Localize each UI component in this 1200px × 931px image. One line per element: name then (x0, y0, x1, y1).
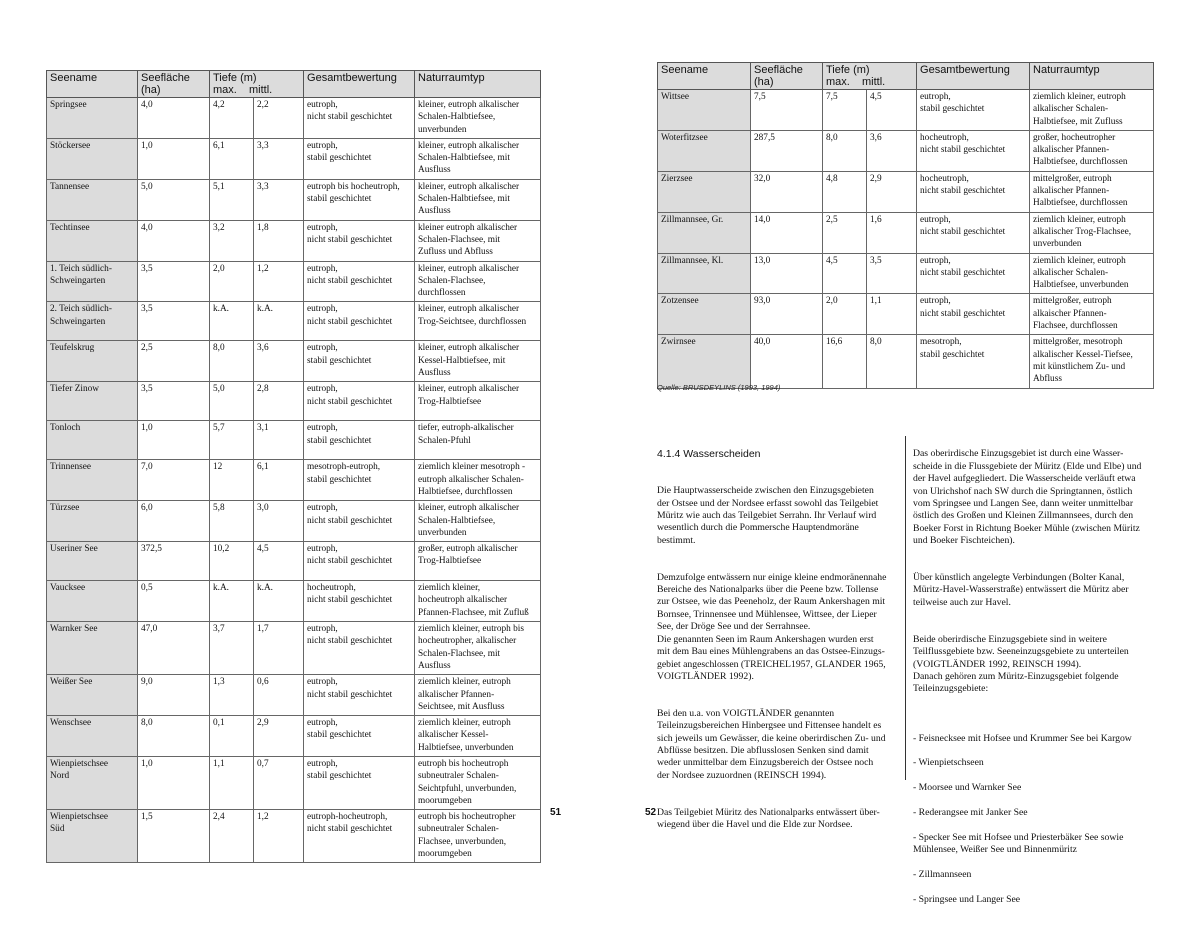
cell-type: ziemlich kleiner, eutroph alkalischer Pfannen- Seichtsee, mit Ausfluss (415, 675, 541, 716)
cell-name: Tiefer Zinow (47, 382, 138, 421)
table-row (47, 756, 541, 809)
cell-rating: eutroph, nicht stabil geschichtet (917, 253, 1030, 294)
cell-area: 4,0 (138, 220, 210, 261)
cell-max: 5,8 (210, 501, 254, 542)
table-row (47, 220, 541, 261)
cell-rating: eutroph, nicht stabil geschichtet (304, 542, 415, 581)
header-seename: Seename (47, 71, 138, 98)
cell-max: 3,7 (210, 622, 254, 675)
cell-name: Zwirnsee (658, 335, 751, 388)
cell-rating: eutroph-hocheutroph, nicht stabil geschichtet (304, 810, 415, 863)
cell-name: Wenschsee (47, 716, 138, 757)
cell-area: 13,0 (751, 253, 823, 294)
table-row (47, 138, 541, 179)
cell-type: kleiner, eutroph alkalischer Trog-Halbtiefsee (415, 382, 541, 421)
cell-mean: 0,6 (254, 675, 304, 716)
text-column-left (657, 436, 902, 856)
table-row (47, 460, 541, 501)
cell-rating: mesotroph-eutroph, stabil geschichtet (304, 460, 415, 501)
cell-rating: eutroph, stabil geschichtet (304, 756, 415, 809)
list-item: - Zillmannseen (913, 869, 972, 880)
table-row (47, 716, 541, 757)
cell-type: ziemlich kleiner, eutroph alkalischer Schalen- Halbtiefsee, unverbunden (1030, 253, 1154, 294)
cell-area: 1,5 (138, 810, 210, 863)
cell-max: 2,4 (210, 810, 254, 863)
cell-type: mittelgroßer, eutroph alkaischer Pfannen- Flachsee, durchflossen (1030, 294, 1154, 335)
cell-name: Wienpietschsee Süd (47, 810, 138, 863)
cell-rating: hocheutroph, nicht stabil geschichtet (917, 130, 1030, 171)
cell-area: 7,5 (751, 90, 823, 131)
right-page (600, 0, 1200, 905)
cell-area: 2,5 (138, 341, 210, 382)
header-gesamtbewertung: Gesamtbewertung (304, 71, 415, 98)
header-tiefe-max: max. (213, 84, 237, 96)
cell-name: Stöckersee (47, 138, 138, 179)
paragraph: Das oberirdische Einzugsgebiet ist durch eine Wasser- scheide in die Flussgebiete der Müritz (Elde und Elbe) und der Havel aufgegliedert. Die Wasserscheide verläuft etwa von Ulrichshof nach SW durch die Springtannen, östlich vom Springsee und Langen See, dann weiter unmittelbar östlich des Großen und Kleinen Zillmannsees, durch den Boeker Forst in Richtung Boeker Mühle (zwischen Müritz und Boeker Fischteichen). (913, 448, 1142, 547)
cell-type: kleiner, eutroph alkalischer Schalen-Halbtiefsee, unverbunden (415, 501, 541, 542)
cell-area: 1,0 (138, 421, 210, 460)
cell-max: 2,5 (823, 212, 867, 253)
cell-mean: k.A. (254, 581, 304, 622)
text-column-right (913, 436, 1163, 931)
cell-max: 16,6 (823, 335, 867, 388)
cell-type: ziemlich kleiner, eutroph alkalischer Kessel- Halbtiefsee, unverbunden (415, 716, 541, 757)
cell-type: ziemlich kleiner, hocheutroph alkalischer Pfannen-Flachsee, mit Zufluß (415, 581, 541, 622)
cell-area: 1,0 (138, 756, 210, 809)
table-row (47, 810, 541, 863)
header-tiefe-max: max. (826, 76, 850, 88)
list-item: - Moorsee und Warnker See (913, 782, 1022, 794)
cell-max: 10,2 (210, 542, 254, 581)
cell-max: 12 (210, 460, 254, 501)
cell-mean: 3,1 (254, 421, 304, 460)
cell-mean: 2,2 (254, 98, 304, 139)
cell-max: k.A. (210, 302, 254, 341)
list-item: - Rederangsee mit Janker See (913, 806, 1028, 818)
cell-mean: 2,9 (254, 716, 304, 757)
table-row (47, 421, 541, 460)
cell-rating: eutroph, stabil geschichtet (304, 138, 415, 179)
cell-max: 8,0 (210, 341, 254, 382)
table-row (658, 90, 1154, 131)
cell-rating: eutroph, stabil geschichtet (304, 341, 415, 382)
table-row (47, 501, 541, 542)
cell-mean: 1,2 (254, 261, 304, 302)
table-row (47, 179, 541, 220)
table-row (658, 294, 1154, 335)
cell-rating: hocheutroph, nicht stabil geschichtet (304, 581, 415, 622)
cell-type: eutroph bis hocheutroph subneutraler Schalen- Seichtpfuhl, unverbunden, moorumgeben (415, 756, 541, 809)
header-naturraumtyp: Naturraumtyp (415, 71, 541, 98)
table-row (47, 675, 541, 716)
cell-type: kleiner, eutroph alkalischer Schalen-Halbtiefsee, mit Ausfluss (415, 179, 541, 220)
lake-table-left-body (47, 98, 541, 863)
source-note: Quelle: BRUSDEYLINS (1993, 1994) (657, 383, 781, 392)
cell-type: großer, hocheutropher alkalischer Pfannen- Halbtiefsee, durchflossen (1030, 130, 1154, 171)
cell-area: 40,0 (751, 335, 823, 388)
cell-mean: 3,5 (867, 253, 917, 294)
table-row (47, 542, 541, 581)
header-seeflaeche: Seefläche (ha) (751, 63, 823, 90)
header-seeflaeche: Seefläche (ha) (138, 71, 210, 98)
cell-mean: 4,5 (867, 90, 917, 131)
cell-type: tiefer, eutroph-alkalischer Schalen-Pfuhl (415, 421, 541, 460)
cell-type: ziemlich kleiner mesotroph - eutroph alkalischer Schalen- Halbtiefsee, durchflossen (415, 460, 541, 501)
table-row (658, 130, 1154, 171)
cell-area: 47,0 (138, 622, 210, 675)
paragraph: Beide oberirdische Einzugsgebiete sind in weitere Teilflussgebiete bzw. Seeneinzugsgebiete zu unterteilen (VOIGTLÄNDER 1992, REINSCH 1994). Danach gehören zum Müritz-Einzugsgebiet folgende Teileinzugsgebiete: (913, 633, 1129, 695)
header-tiefe-mittl: mittl. (862, 76, 886, 88)
paragraph: Bei den u.a. von VOIGTLÄNDER genannten Teileinzugsbereichen Hinbergsee und Fittensee handelt es sich jeweils um Gewässer, die keine oberirdischen Zu- und Abflüsse besitzen. Die abflusslosen Senken sind damit weder unmittelbar dem Einzugsbereich der Ostsee noch der Nordsee zuzuordnen (REINSCH 1994). (657, 707, 886, 781)
cell-mean: k.A. (254, 302, 304, 341)
cell-area: 4,0 (138, 98, 210, 139)
table-header-row (47, 71, 541, 98)
table-row (658, 253, 1154, 294)
cell-area: 372,5 (138, 542, 210, 581)
cell-max: 2,0 (823, 294, 867, 335)
cell-mean: 1,6 (867, 212, 917, 253)
cell-max: 8,0 (823, 130, 867, 171)
cell-type: kleiner, eutroph alkalischer Trog-Seichtsee, durchflossen (415, 302, 541, 341)
cell-type: ziemlich kleiner, eutroph bis hocheutropher, alkalischer Schalen-Flachsee, mit Ausfluss (415, 622, 541, 675)
table-row (47, 341, 541, 382)
cell-name: 2. Teich südlich- Schweingarten (47, 302, 138, 341)
cell-rating: eutroph, stabil geschichtet (304, 716, 415, 757)
cell-name: Zillmannsee, Gr. (658, 212, 751, 253)
cell-area: 287,5 (751, 130, 823, 171)
list-item: - Feisnecksee mit Hofsee und Krummer See bei Kargow (913, 732, 1132, 744)
header-seename: Seename (658, 63, 751, 90)
cell-type: kleiner, eutroph alkalischer Kessel-Halbtiefsee, mit Ausfluss (415, 341, 541, 382)
lake-table-right (657, 62, 1154, 389)
paragraph: Demzufolge entwässern nur einige kleine endmoränennahe Bereiche des Nationalparks über die Peene bzw. Tollense zur Ostsee, wie das Peeneholz, der Raum Ankershagen mit Bornsee, Trinnensee und Mühlensee, Wittsee, der Lieper See, der Dröge See und der Serrahnsee. Die genannten Seen im Raum Ankershagen wurden erst mit dem Bau eines Mühlengrabens an das Ostsee-Einzugs- gebiet angeschlossen (TREICHEL1957, GLANDER 1965, VOIGTLÄNDER 1992). (657, 571, 887, 682)
table-row (658, 171, 1154, 212)
cell-area: 93,0 (751, 294, 823, 335)
cell-name: Teufelskrug (47, 341, 138, 382)
list-item: - Specker See mit Hofsee und Priesterbäker See sowie Mühlensee, Weißer See und Binnenmüritz (913, 831, 1124, 856)
cell-rating: eutroph, nicht stabil geschichtet (304, 501, 415, 542)
cell-mean: 0,7 (254, 756, 304, 809)
cell-mean: 3,6 (867, 130, 917, 171)
column-divider (905, 436, 906, 780)
list-item: - Springsee und Langer See (913, 893, 1021, 905)
cell-mean: 2,8 (254, 382, 304, 421)
cell-area: 6,0 (138, 501, 210, 542)
table-row (47, 622, 541, 675)
cell-name: Wienpietschsee Nord (47, 756, 138, 809)
paragraph: Die Hauptwasserscheide zwischen den Einzugsgebieten der Ostsee und der Nordsee erfasst sowohl das Teilgebiet Müritz wie auch das Teilgebiet Serrahn. Ihr Verlauf wird wesentlich durch die Pommersche Hauptendmoräne bestimmt. (657, 485, 879, 546)
left-page (0, 0, 600, 860)
cell-name: Zierzsee (658, 171, 751, 212)
cell-name: Springsee (47, 98, 138, 139)
cell-name: Tannensee (47, 179, 138, 220)
cell-area: 1,0 (138, 138, 210, 179)
cell-rating: hocheutroph, nicht stabil geschichtet (917, 171, 1030, 212)
cell-mean: 1,7 (254, 622, 304, 675)
cell-name: Warnker See (47, 622, 138, 675)
header-tiefe-mittl: mittl. (249, 84, 273, 96)
header-gesamtbewertung: Gesamtbewertung (917, 63, 1030, 90)
cell-rating: eutroph, nicht stabil geschichtet (304, 302, 415, 341)
cell-max: k.A. (210, 581, 254, 622)
cell-mean: 6,1 (254, 460, 304, 501)
table-header-row (658, 63, 1154, 90)
header-tiefe-label: Tiefe (m) (213, 72, 257, 84)
cell-rating: eutroph, nicht stabil geschichtet (304, 675, 415, 716)
cell-max: 4,8 (823, 171, 867, 212)
cell-max: 1,1 (210, 756, 254, 809)
cell-mean: 1,8 (254, 220, 304, 261)
cell-rating: eutroph, nicht stabil geschichtet (304, 261, 415, 302)
cell-type: großer, eutroph alkalischer Trog-Halbtiefsee (415, 542, 541, 581)
cell-name: Techtinsee (47, 220, 138, 261)
cell-rating: eutroph, nicht stabil geschichtet (917, 294, 1030, 335)
cell-max: 5,7 (210, 421, 254, 460)
cell-name: Woterfitzsee (658, 130, 751, 171)
cell-rating: eutroph, stabil geschichtet (917, 90, 1030, 131)
cell-name: Zotzensee (658, 294, 751, 335)
cell-area: 5,0 (138, 179, 210, 220)
cell-max: 5,0 (210, 382, 254, 421)
cell-name: Tonloch (47, 421, 138, 460)
paragraph: Das Teilgebiet Müritz des Nationalparks entwässert über- wiegend über die Havel und die Elde zur Nordsee. (657, 806, 880, 830)
cell-area: 9,0 (138, 675, 210, 716)
cell-name: Zillmannsee, Kl. (658, 253, 751, 294)
list-item: - Wienpietschseen (913, 757, 984, 769)
table-row (47, 98, 541, 139)
cell-area: 8,0 (138, 716, 210, 757)
cell-area: 3,5 (138, 302, 210, 341)
cell-rating: eutroph, nicht stabil geschichtet (304, 220, 415, 261)
cell-mean: 3,3 (254, 179, 304, 220)
cell-max: 3,2 (210, 220, 254, 261)
table-row (658, 335, 1154, 388)
cell-mean: 8,0 (867, 335, 917, 388)
table-row (47, 382, 541, 421)
catchment-list (913, 720, 1163, 919)
cell-max: 4,2 (210, 98, 254, 139)
cell-type: kleiner, eutroph alkalischer Schalen-Halbtiefsee, unverbunden (415, 98, 541, 139)
cell-type: kleiner eutroph alkalischer Schalen-Flachsee, mit Zufluss und Abfluss (415, 220, 541, 261)
cell-max: 0,1 (210, 716, 254, 757)
table-row (47, 302, 541, 341)
header-naturraumtyp: Naturraumtyp (1030, 63, 1154, 90)
table-row (658, 212, 1154, 253)
table-row (47, 261, 541, 302)
cell-type: mittelgroßer, mesotroph alkalischer Kessel-Tiefsee, mit künstlichem Zu- und Abfluss (1030, 335, 1154, 388)
lake-table-left (46, 70, 541, 863)
cell-mean: 3,0 (254, 501, 304, 542)
cell-area: 14,0 (751, 212, 823, 253)
cell-type: ziemlich kleiner, eutroph alkalischer Trog-Flachsee, unverbunden (1030, 212, 1154, 253)
cell-rating: eutroph, nicht stabil geschichtet (304, 382, 415, 421)
cell-name: 1. Teich südlich- Schweingarten (47, 261, 138, 302)
cell-max: 2,0 (210, 261, 254, 302)
cell-max: 6,1 (210, 138, 254, 179)
cell-mean: 3,6 (254, 341, 304, 382)
paragraph: Über künstlich angelegte Verbindungen (Bolter Kanal, Müritz-Havel-Wasserstraße) entwässert die Müritz aber teilweise auch zur Havel. (913, 572, 1129, 608)
cell-mean: 1,1 (867, 294, 917, 335)
page-number-left: 51 (550, 807, 562, 818)
cell-area: 0,5 (138, 581, 210, 622)
section-heading: 4.1.4 Wasserscheiden (657, 448, 761, 461)
cell-mean: 2,9 (867, 171, 917, 212)
cell-rating: eutroph, nicht stabil geschichtet (304, 622, 415, 675)
cell-name: Trinnensee (47, 460, 138, 501)
cell-type: eutroph bis hocheutropher subneutraler Schalen- Flachsee, unverbunden, moorumgeben (415, 810, 541, 863)
cell-rating: eutroph bis hocheutroph, stabil geschichtet (304, 179, 415, 220)
cell-name: Wittsee (658, 90, 751, 131)
cell-max: 4,5 (823, 253, 867, 294)
header-tiefe (210, 71, 304, 98)
cell-mean: 3,3 (254, 138, 304, 179)
cell-name: Weißer See (47, 675, 138, 716)
page-number-right: 52 (645, 807, 657, 818)
cell-area: 3,5 (138, 261, 210, 302)
cell-max: 7,5 (823, 90, 867, 131)
cell-area: 3,5 (138, 382, 210, 421)
cell-type: kleiner, eutroph alkalischer Schalen-Halbtiefsee, mit Ausfluss (415, 138, 541, 179)
cell-rating: mesotroph, stabil geschichtet (917, 335, 1030, 388)
cell-area: 32,0 (751, 171, 823, 212)
cell-rating: eutroph, nicht stabil geschichtet (917, 212, 1030, 253)
table-row (47, 581, 541, 622)
header-tiefe-label: Tiefe (m) (826, 64, 870, 76)
cell-type: kleiner, eutroph alkalischer Schalen-Flachsee, durchflossen (415, 261, 541, 302)
cell-name: Useriner See (47, 542, 138, 581)
cell-type: ziemlich kleiner, eutroph alkalischer Schalen- Halbtiefsee, mit Zufluss (1030, 90, 1154, 131)
cell-rating: eutroph, nicht stabil geschichtet (304, 98, 415, 139)
cell-area: 7,0 (138, 460, 210, 501)
cell-max: 1,3 (210, 675, 254, 716)
cell-name: Türzsee (47, 501, 138, 542)
cell-type: mittelgroßer, eutroph alkalischer Pfannen- Halbtiefsee, durchflossen (1030, 171, 1154, 212)
cell-max: 5,1 (210, 179, 254, 220)
header-tiefe (823, 63, 917, 90)
cell-mean: 1,2 (254, 810, 304, 863)
cell-name: Vaucksee (47, 581, 138, 622)
lake-table-right-body (658, 90, 1154, 389)
cell-mean: 4,5 (254, 542, 304, 581)
cell-rating: eutroph, stabil geschichtet (304, 421, 415, 460)
